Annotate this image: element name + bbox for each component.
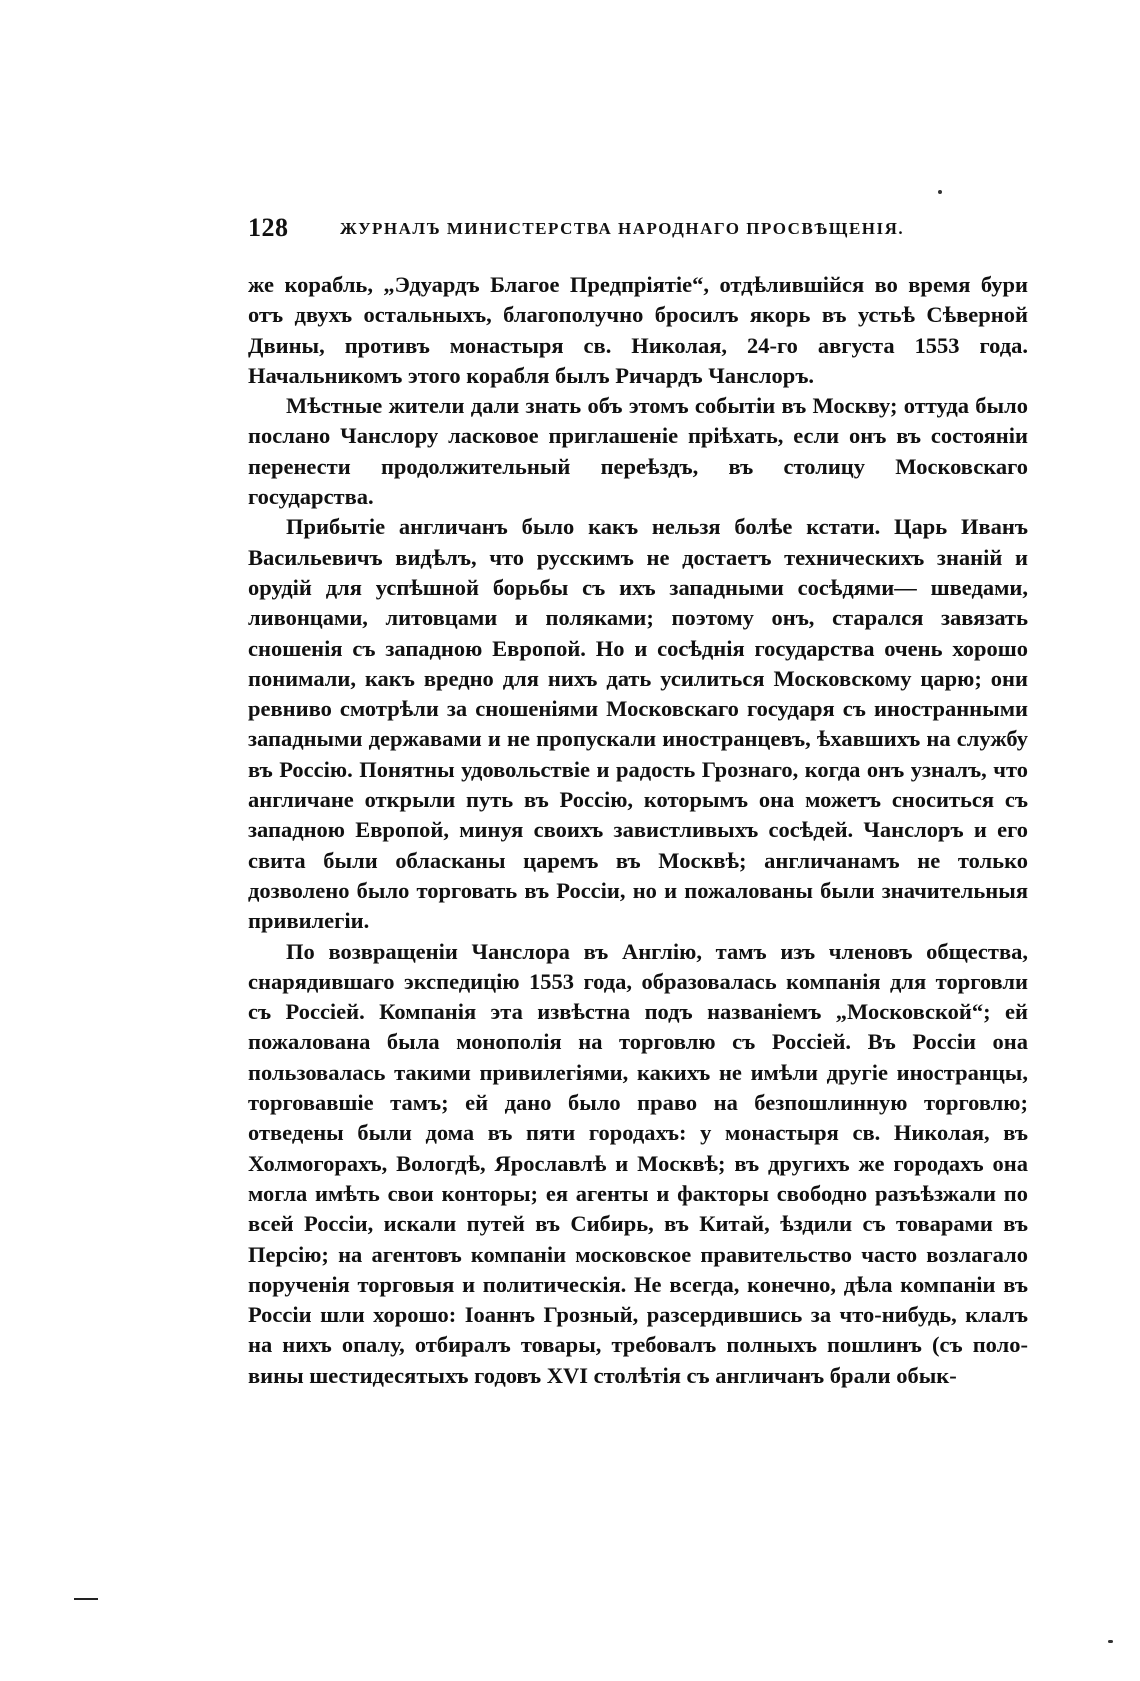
paragraph-1: же корабль, „Эдуардъ Благое Предпріятіе“, отдѣлившійся во время бури отъ двухъ остальныхъ, благополучно бросилъ якорь въ устьѣ Сѣверной Двины, противъ монастыря св. Николая, 24-го августа 1553 года. Начальникомъ этого корабля былъ Ричардъ Чанслоръ. (248, 272, 1028, 388)
print-speck (938, 190, 942, 194)
paragraph-4: По возвращеніи Чанслора въ Англію, тамъ изъ членовъ общества, снарядившаго экспедицію 1553 года, образовалась компанія для торговли съ Россіей. Компанія эта извѣстна подъ названіемъ „Московской“; ей пожалована была монополія на торговлю съ Россіей. Въ Россіи она пользовалась такими привилегіями, какихъ не имѣли другіе иностранцы, торговавшіе тамъ; ей дано было право на безпошлинную торговлю; отведены были дома въ пяти городахъ: у монастыря св. Николая, въ Холмогорахъ, Вологдѣ, Ярославлѣ и Москвѣ; въ другихъ же городахъ она могла имѣть свои конторы; ея агенты и факторы свободно разъѣзжали по всей Россіи, искали путей въ Сибирь, въ Китай, ѣздили съ товарами въ Персію; на агентовъ компаніи московское правительство часто возлагало порученія торговыя и политическія. Не всегда, конечно, дѣла компаніи въ Россіи шли хорошо: Іоаннъ Грозный, разсердившись за что-нибудь, клалъ на нихъ опалу, отбиралъ товары, требовалъ полныхъ пошлинъ (съ половины шестидесятыхъ годовъ XVI столѣтія съ англичанъ брали обык- (248, 938, 1028, 1388)
page-header (248, 213, 1028, 253)
running-title: ЖУРНАЛЪ МИНИСТЕРСТВА НАРОДНАГО ПРОСВѢЩЕНІЯ. (340, 219, 905, 238)
print-speck (1108, 1640, 1113, 1643)
paragraph-2: Мѣстные жители дали знать объ этомъ событіи въ Москву; оттуда было послано Чанслору ласковое приглашеніе пріѣхать, если онъ въ состояніи перенести продолжительный переѣздъ, въ столицу Московскаго государства. (248, 393, 1028, 510)
body-text (248, 270, 1028, 1391)
page-number: 128 (248, 213, 289, 242)
margin-dash-mark (74, 1598, 98, 1600)
paragraph-3: Прибытіе англичанъ было какъ нельзя болѣе кстати. Царь Иванъ Васильевичъ видѣлъ, что русскимъ не достаетъ техническихъ знаній и орудій для успѣшной борьбы съ ихъ западными сосѣдями— шведами, ливонцами, литовцами и поляками; поэтому онъ, старался завязать сношенія съ западною Европой. Но и сосѣднія государства очень хорошо понимали, какъ вредно для нихъ дать усилиться Московскому царю; они ревниво смотрѣли за сношеніями Московскаго государя съ иностранными западными державами и не пропускали иностранцевъ, ѣхавшихъ на службу въ Россію. Понятны удовольствіе и радость Грознаго, когда онъ узналъ, что англичане открыли путь въ Россію, которымъ она можетъ сноситься съ западною Европой, минуя своихъ завистливыхъ сосѣдей. Чанслоръ и его свита были обласканы царемъ въ Москвѣ; англичанамъ не только дозволено было торговать въ Россіи, но и пожалованы были значительныя привилегіи. (248, 514, 1028, 934)
